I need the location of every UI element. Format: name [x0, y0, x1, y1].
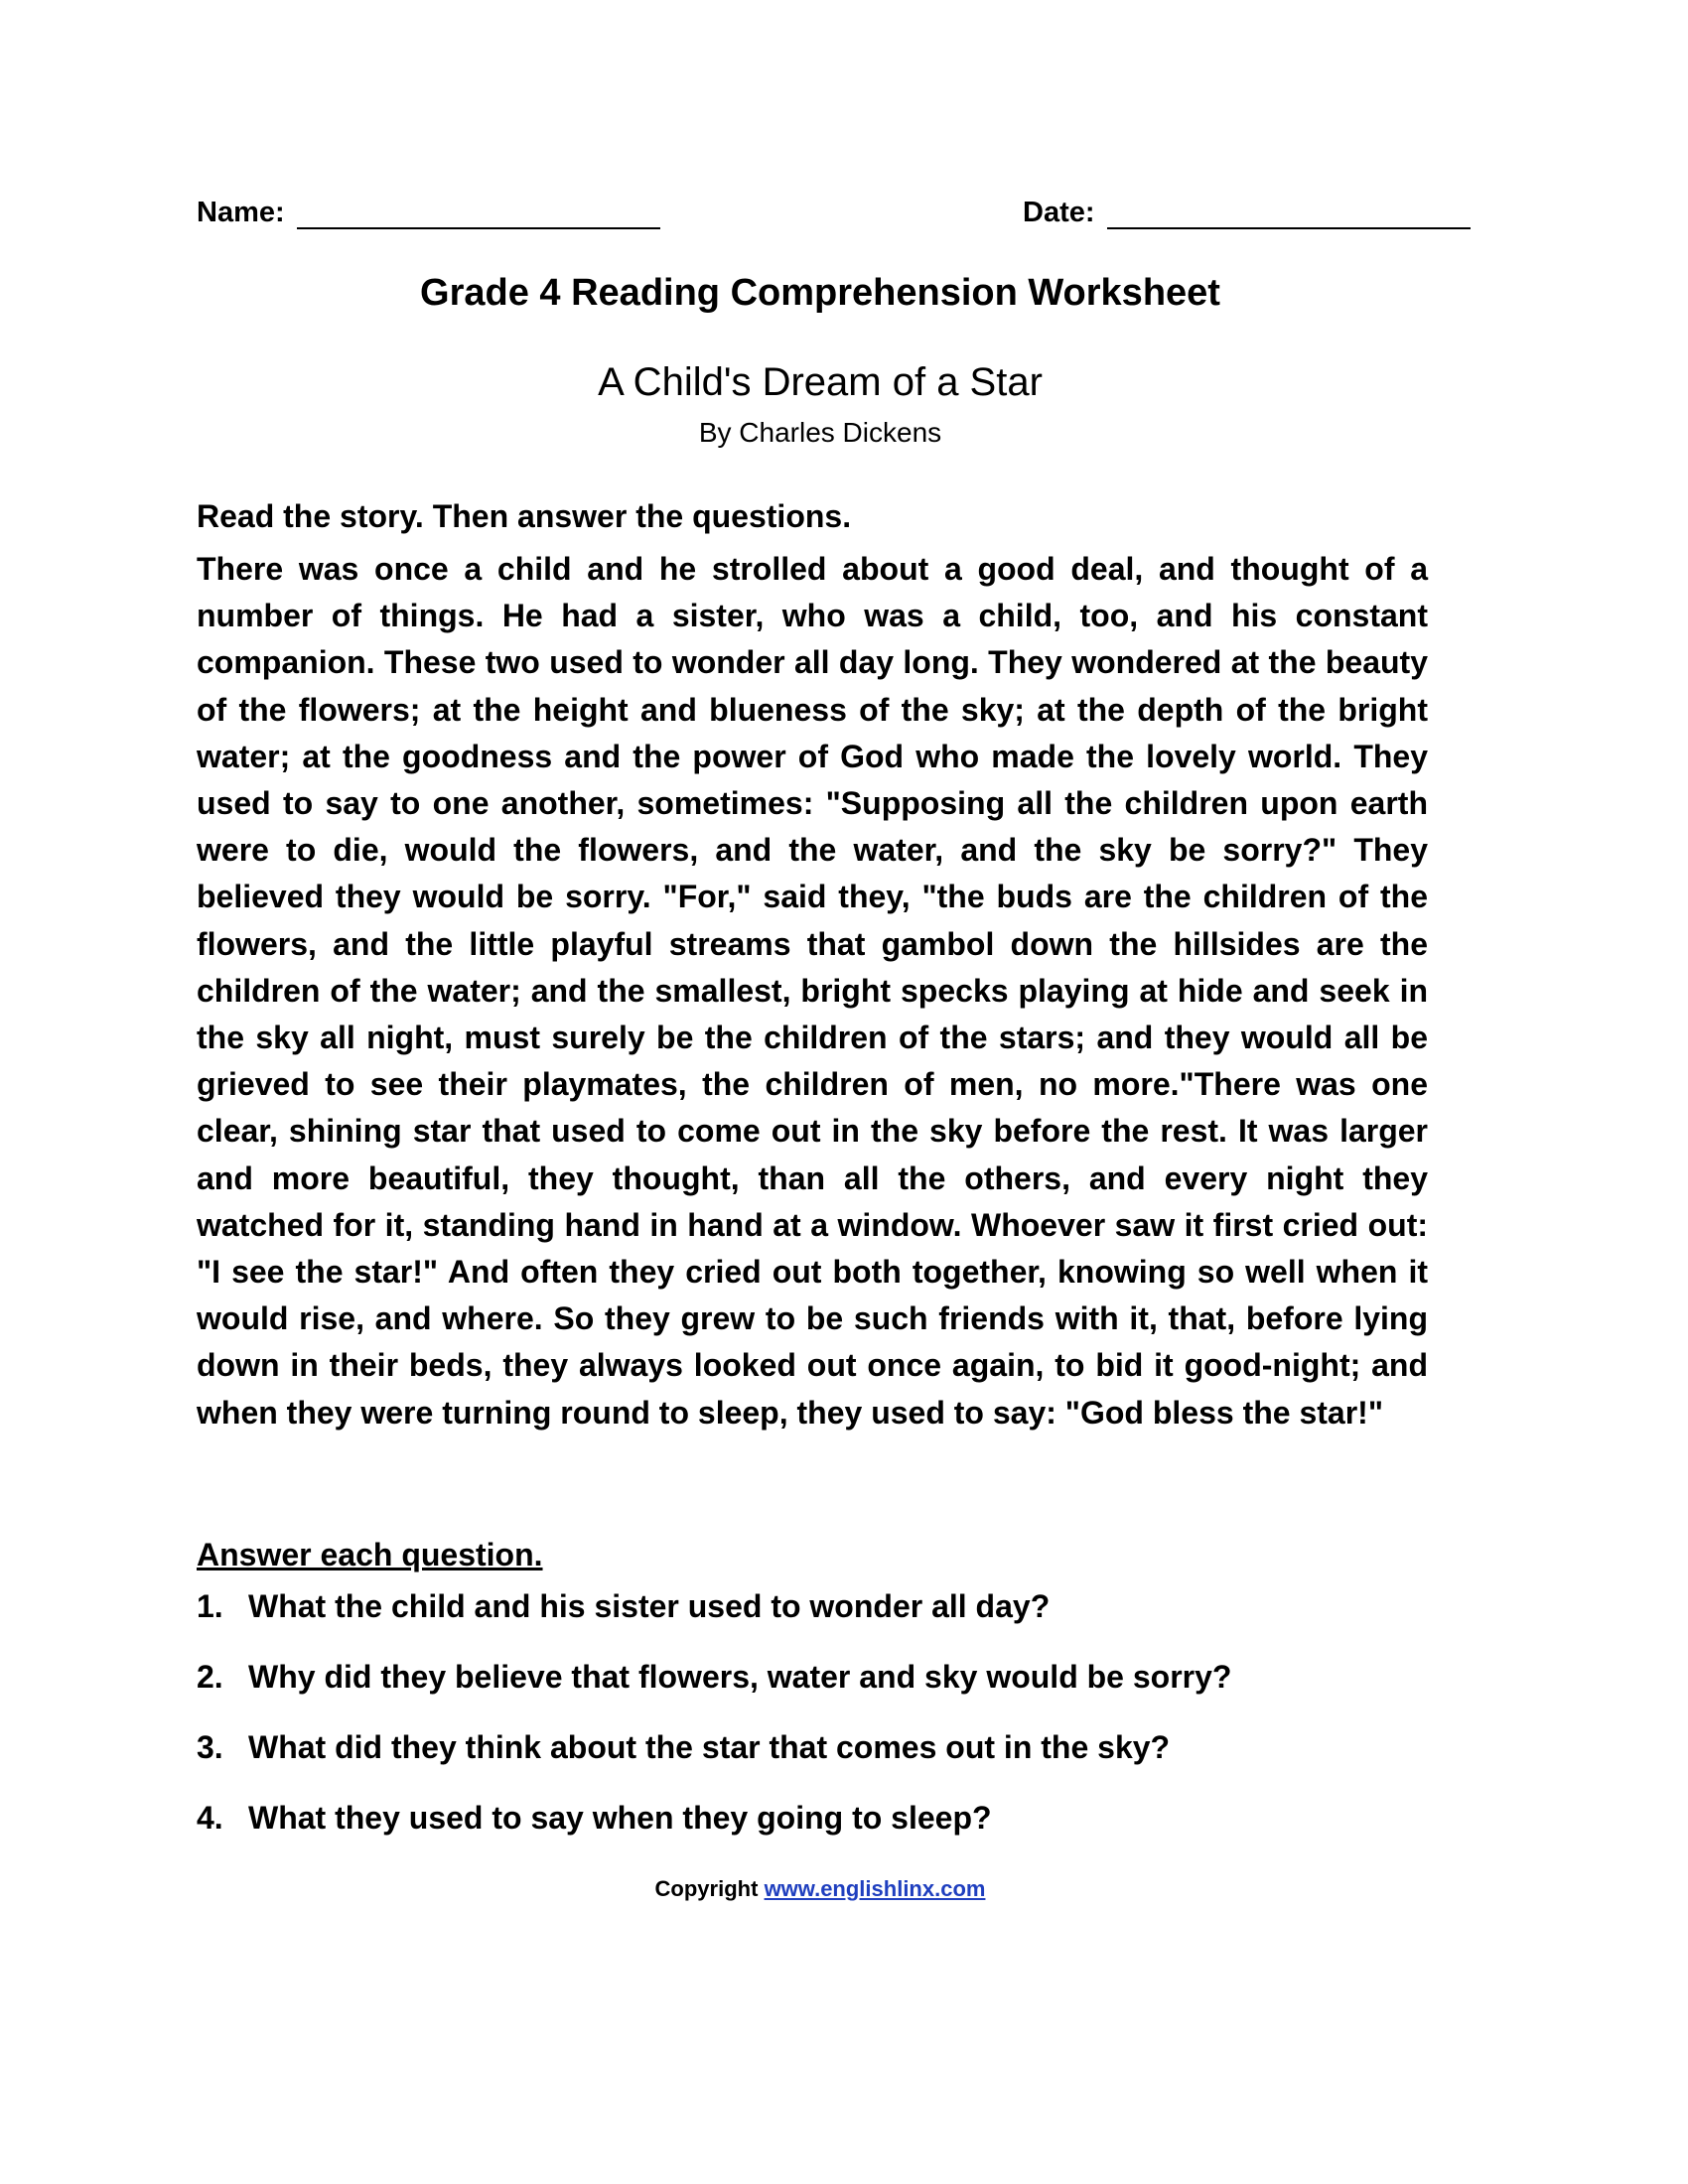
author-line: By Charles Dickens — [698, 417, 942, 448]
questions-heading: Answer each question. — [197, 1537, 543, 1572]
question-number: 1. — [197, 1588, 223, 1624]
story-title: A Child's Dream of a Star — [598, 360, 1043, 404]
header-row — [197, 197, 1472, 244]
question-item — [197, 1659, 1231, 1729]
question-item — [197, 1800, 1231, 1870]
name-field — [197, 197, 660, 229]
name-label: Name: — [197, 197, 285, 228]
question-item — [197, 1588, 1231, 1659]
story-paragraph: There was once a child and he strolled about a good deal, and thought of a number of things. He had a sister, who was a child, too, and his constant companion. These two used to wonder all day long. They wondered at the beauty of the flowers; at the height and blueness of the sky; at the depth of the bright water; at the goodness and the power of God who made the lovely world. They used to say to one another, sometimes: "Supposing all the children upon earth were to die, would the flowers, and the water, and the sky be sorry?" They believed they would be sorry. "For," said they, "the buds are the children of the flowers, and the little playful streams that gambol down the hillsides are the children of the water; and the smallest, bright specks playing at hide and seek in the sky all night, must surely be the children of the stars; and they would all be grieved to see their playmates, the children of men, no more."There was one clear, shining star that used to come out in the sky before the rest. It was larger and more beautiful, they thought, than all the others, and every night they watched for it, standing hand in hand at a window. Whoever saw it first cried out: "I see the star!" And often they cried out both together, knowing so well when it would rise, and where. So they grew to be such friends with it, that, before lying down in their beds, they always looked out once again, to bid it good-night; and when they were turning round to sleep, they used to say: "God bless the star!" — [197, 551, 1428, 1431]
questions-list — [197, 1588, 1231, 1870]
date-blank-line — [1107, 198, 1471, 229]
question-text: What did they think about the star that comes out in the sky? — [248, 1729, 1171, 1765]
date-label: Date: — [1023, 197, 1095, 228]
worksheet-title: Grade 4 Reading Comprehension Worksheet — [420, 272, 1220, 314]
question-item — [197, 1729, 1231, 1800]
question-number: 2. — [197, 1659, 223, 1695]
name-blank-line — [297, 198, 660, 229]
date-field — [1023, 197, 1471, 229]
copyright-label: Copyright — [654, 1876, 759, 1901]
question-number: 3. — [197, 1729, 223, 1765]
englishlinx-link[interactable]: www.englishlinx.com — [764, 1876, 986, 1901]
copyright-footer — [0, 1876, 1664, 1902]
question-text: What they used to say when they going to sleep? — [248, 1800, 992, 1836]
reading-instruction: Read the story. Then answer the questions. — [197, 498, 852, 534]
question-text: Why did they believe that flowers, water and sky would be sorry? — [248, 1659, 1232, 1695]
question-text: What the child and his sister used to wonder all day? — [248, 1588, 1051, 1624]
question-number: 4. — [197, 1800, 223, 1836]
